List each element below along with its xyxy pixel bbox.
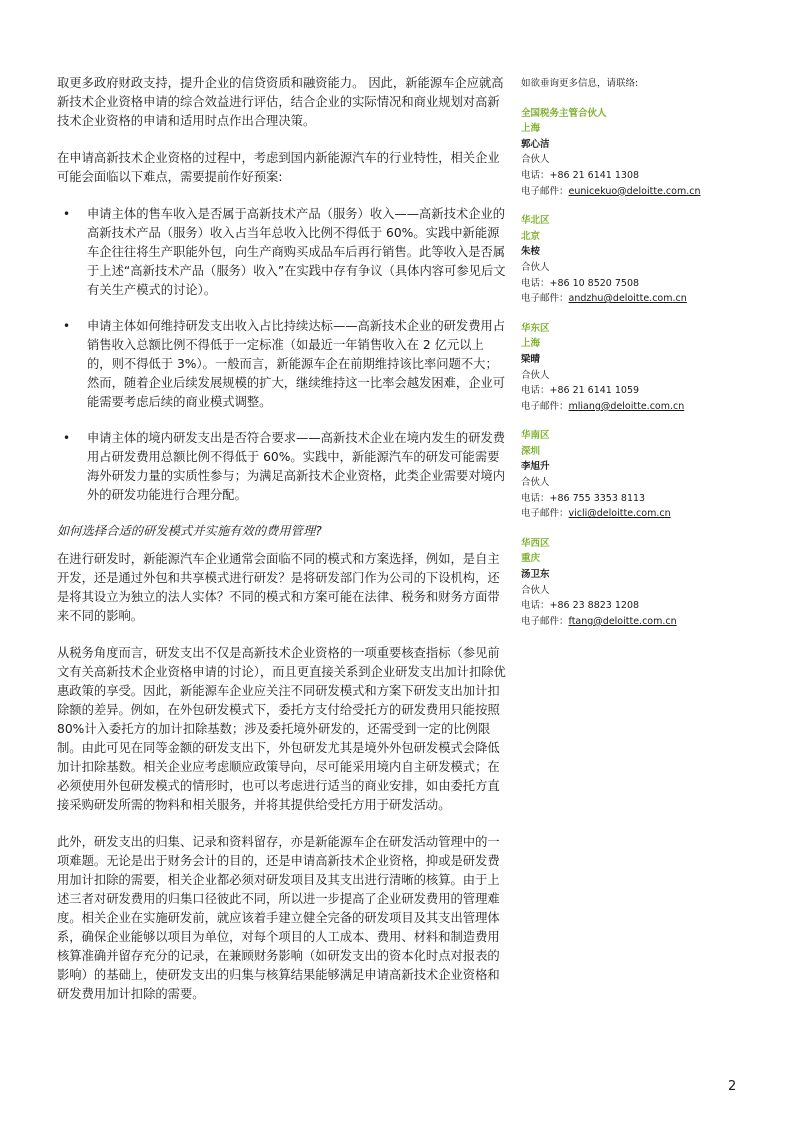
contact-role: 合伙人 (521, 154, 550, 166)
bullet-icon: • (63, 207, 71, 221)
contact-region: 华西区 (521, 537, 550, 549)
contact-email-row: 电子邮件：eunicekuo@deloitte.com.cn (521, 185, 701, 197)
intro-paragraph: 取更多政府财政支持，提升企业的信贷资质和融资能力。 因此，新能源车企应就高新技术企业资格申请的综合效益进行评估，结合企业的实际情况和商业规划对高新技术企业资格的申请和适用时点作出合理决策。 (57, 76, 504, 128)
page-number: 2 (728, 1079, 737, 1094)
contact-region: 华南区 (521, 430, 550, 442)
contact-role: 合伙人 (521, 584, 550, 596)
contact-email-row: 电子邮件：vicli@deloitte.com.cn (521, 508, 671, 520)
list-item: • 申请主体的境内研发支出是否符合要求——高新技术企业在境内发生的研发费用占研发费用总额比例不得低于 60%。实践中，新能源汽车的研发可能需要海外研发力量的实质性参与；为满足高新技术企业资格，此类企业需要对境内外的研发功能进行合理分配。 (63, 431, 506, 502)
list-item: • 申请主体如何维持研发支出收入占比持续达标——高新技术企业的研发费用占销售收入总额比例不得低于一定标准（如最近一年销售收入在 2 亿元以上的，则不得低于 3%）。一般而言，新能源车企在前期维持该比率问题不大；然而，随着企业后续发展规模的扩大，继续维持这一比率会越发困难，企业可能需要考虑后续的商业模式调整。 (63, 319, 506, 409)
contact-intro: 如欲垂询更多信息，请联络: (521, 78, 639, 89)
contact-role: 合伙人 (521, 261, 550, 273)
bullet-icon: • (63, 431, 71, 445)
main-column (57, 74, 507, 1022)
contact-city: 上海 (521, 123, 541, 135)
contact-name: 郭心洁 (521, 138, 550, 150)
contact-email-row: 电子邮件：andzhu@deloitte.com.cn (521, 293, 687, 305)
section-heading: 如何选择合适的研发模式并实施有效的费用管理? (57, 524, 322, 538)
contact-region: 华东区 (521, 322, 550, 334)
contact-email-link[interactable]: ftang@deloitte.com.cn (568, 615, 677, 627)
contact-email-link[interactable]: eunicekuo@deloitte.com.cn (568, 185, 701, 197)
contact-name: 梁晴 (521, 353, 541, 365)
tax-perspective-paragraph: 从税务角度而言，研发支出不仅是高新技术企业资格的一项重要核查指标（参见前文有关高新技术企业资格申请的讨论），而且更直接关系到企业研发支出加计扣除优惠政策的享受。因此，新能源车企业应关注不同研发模式和方案下研发支出加计扣除额的差异。例如，在外包研发模式下，委托方支付给受托方的研发费用只能按照 80%计入委托方的加计扣除基数；涉及委托境外研发的，还需受到一定的比例限制。由此可见在同等金额的研发支出下，外包研发尤其是境外外包研发模式会降低加计扣除基数。相关企业应考虑顺应政策导向，尽可能采用境内自主研发模式；在必须使用外包研发模式的情形时，也可以考虑进行适当的商业安排，如由委托方直接采购研发所需的物料和相关服务，并将其提供给受托方用于研发活动。 (57, 646, 506, 812)
contact-email-link[interactable]: mliang@deloitte.com.cn (568, 400, 685, 412)
contact-city: 北京 (521, 230, 541, 242)
contact-phone: 电话：+86 755 3353 8113 (521, 492, 646, 504)
contact-email-link[interactable]: vicli@deloitte.com.cn (568, 508, 671, 520)
contact-role: 合伙人 (521, 369, 550, 381)
contact-region: 全国税务主管合伙人 (521, 107, 607, 119)
contact-card (521, 536, 736, 630)
contact-phone: 电话：+86 10 8520 7508 (521, 277, 640, 289)
bullet-icon: • (63, 319, 71, 333)
contact-card (521, 213, 736, 307)
contact-city: 深圳 (521, 445, 541, 457)
contact-name: 汤卫东 (521, 569, 550, 581)
contact-email-link[interactable]: andzhu@deloitte.com.cn (568, 293, 687, 305)
contact-email-row: 电子邮件：mliang@deloitte.com.cn (521, 400, 685, 412)
contact-city: 重庆 (521, 553, 541, 565)
contact-card (521, 106, 736, 200)
contact-sidebar (521, 76, 736, 643)
rd-management-paragraph: 此外，研发支出的归集、记录和资料留存，亦是新能源车企在研发活动管理中的一项难题。无论是出于财务会计的目的，还是申请高新技术企业资格，抑或是研发费用加计扣除的需要，相关企业都必须对研发项目及其支出进行清晰的核算。由于上述三者对研发费用的归集口径彼此不同，所以进一步提高了企业研发费用的管理难度。相关企业在实施研发前，就应该着手建立健全完备的研发项目及其支出管理体系，确保企业能够以项目为单位，对每个项目的人工成本、费用、材料和制造费用核算准确并留存充分的记录，在兼顾财务影响（如研发支出的资本化时点对报表的影响）的基础上，使研发支出的归集与核算结果能够满足申请高新技术企业资格和研发费用加计扣除的需要。 (57, 835, 500, 1001)
contact-card (521, 321, 736, 415)
difficulty-intro-paragraph: 在申请高新技术企业资格的过程中，考虑到国内新能源汽车的行业特性，相关企业可能会面临以下难点，需要提前作好预案: (57, 151, 500, 184)
contact-phone: 电话：+86 23 8823 1208 (521, 600, 640, 612)
rd-mode-paragraph: 在进行研发时，新能源汽车企业通常会面临不同的模式和方案选择，例如，是自主开发，还是通过外包和共享模式进行研发？是将研发部门作为公司的下设机构，还是将其设立为独立的法人实体？不同的模式和方案可能在法律、税务和财务方面带来不同的影响。 (57, 552, 500, 623)
difficulty-list (57, 205, 507, 505)
list-item: • 申请主体的售车收入是否属于高新技术产品（服务）收入——高新技术企业的高新技术产品（服务）收入占当年总收入比例不得低于 60%。实践中新能源车企往往将生产职能外包，向生产商购买成品车后再行销售。此等收入是否属于上述“高新技术产品（服务）收入”在实践中存有争议（具体内容可参见后文有关生产模式的讨论）。 (63, 207, 506, 297)
contact-email-row: 电子邮件：ftang@deloitte.com.cn (521, 615, 677, 627)
contact-phone: 电话：+86 21 6141 1059 (521, 385, 640, 397)
contact-name: 朱桉 (521, 246, 541, 258)
contact-card (521, 428, 736, 522)
contact-name: 李旭升 (521, 461, 550, 473)
contact-role: 合伙人 (521, 477, 550, 489)
contact-region: 华北区 (521, 215, 550, 227)
contact-city: 上海 (521, 338, 541, 350)
contact-phone: 电话：+86 21 6141 1308 (521, 169, 640, 181)
